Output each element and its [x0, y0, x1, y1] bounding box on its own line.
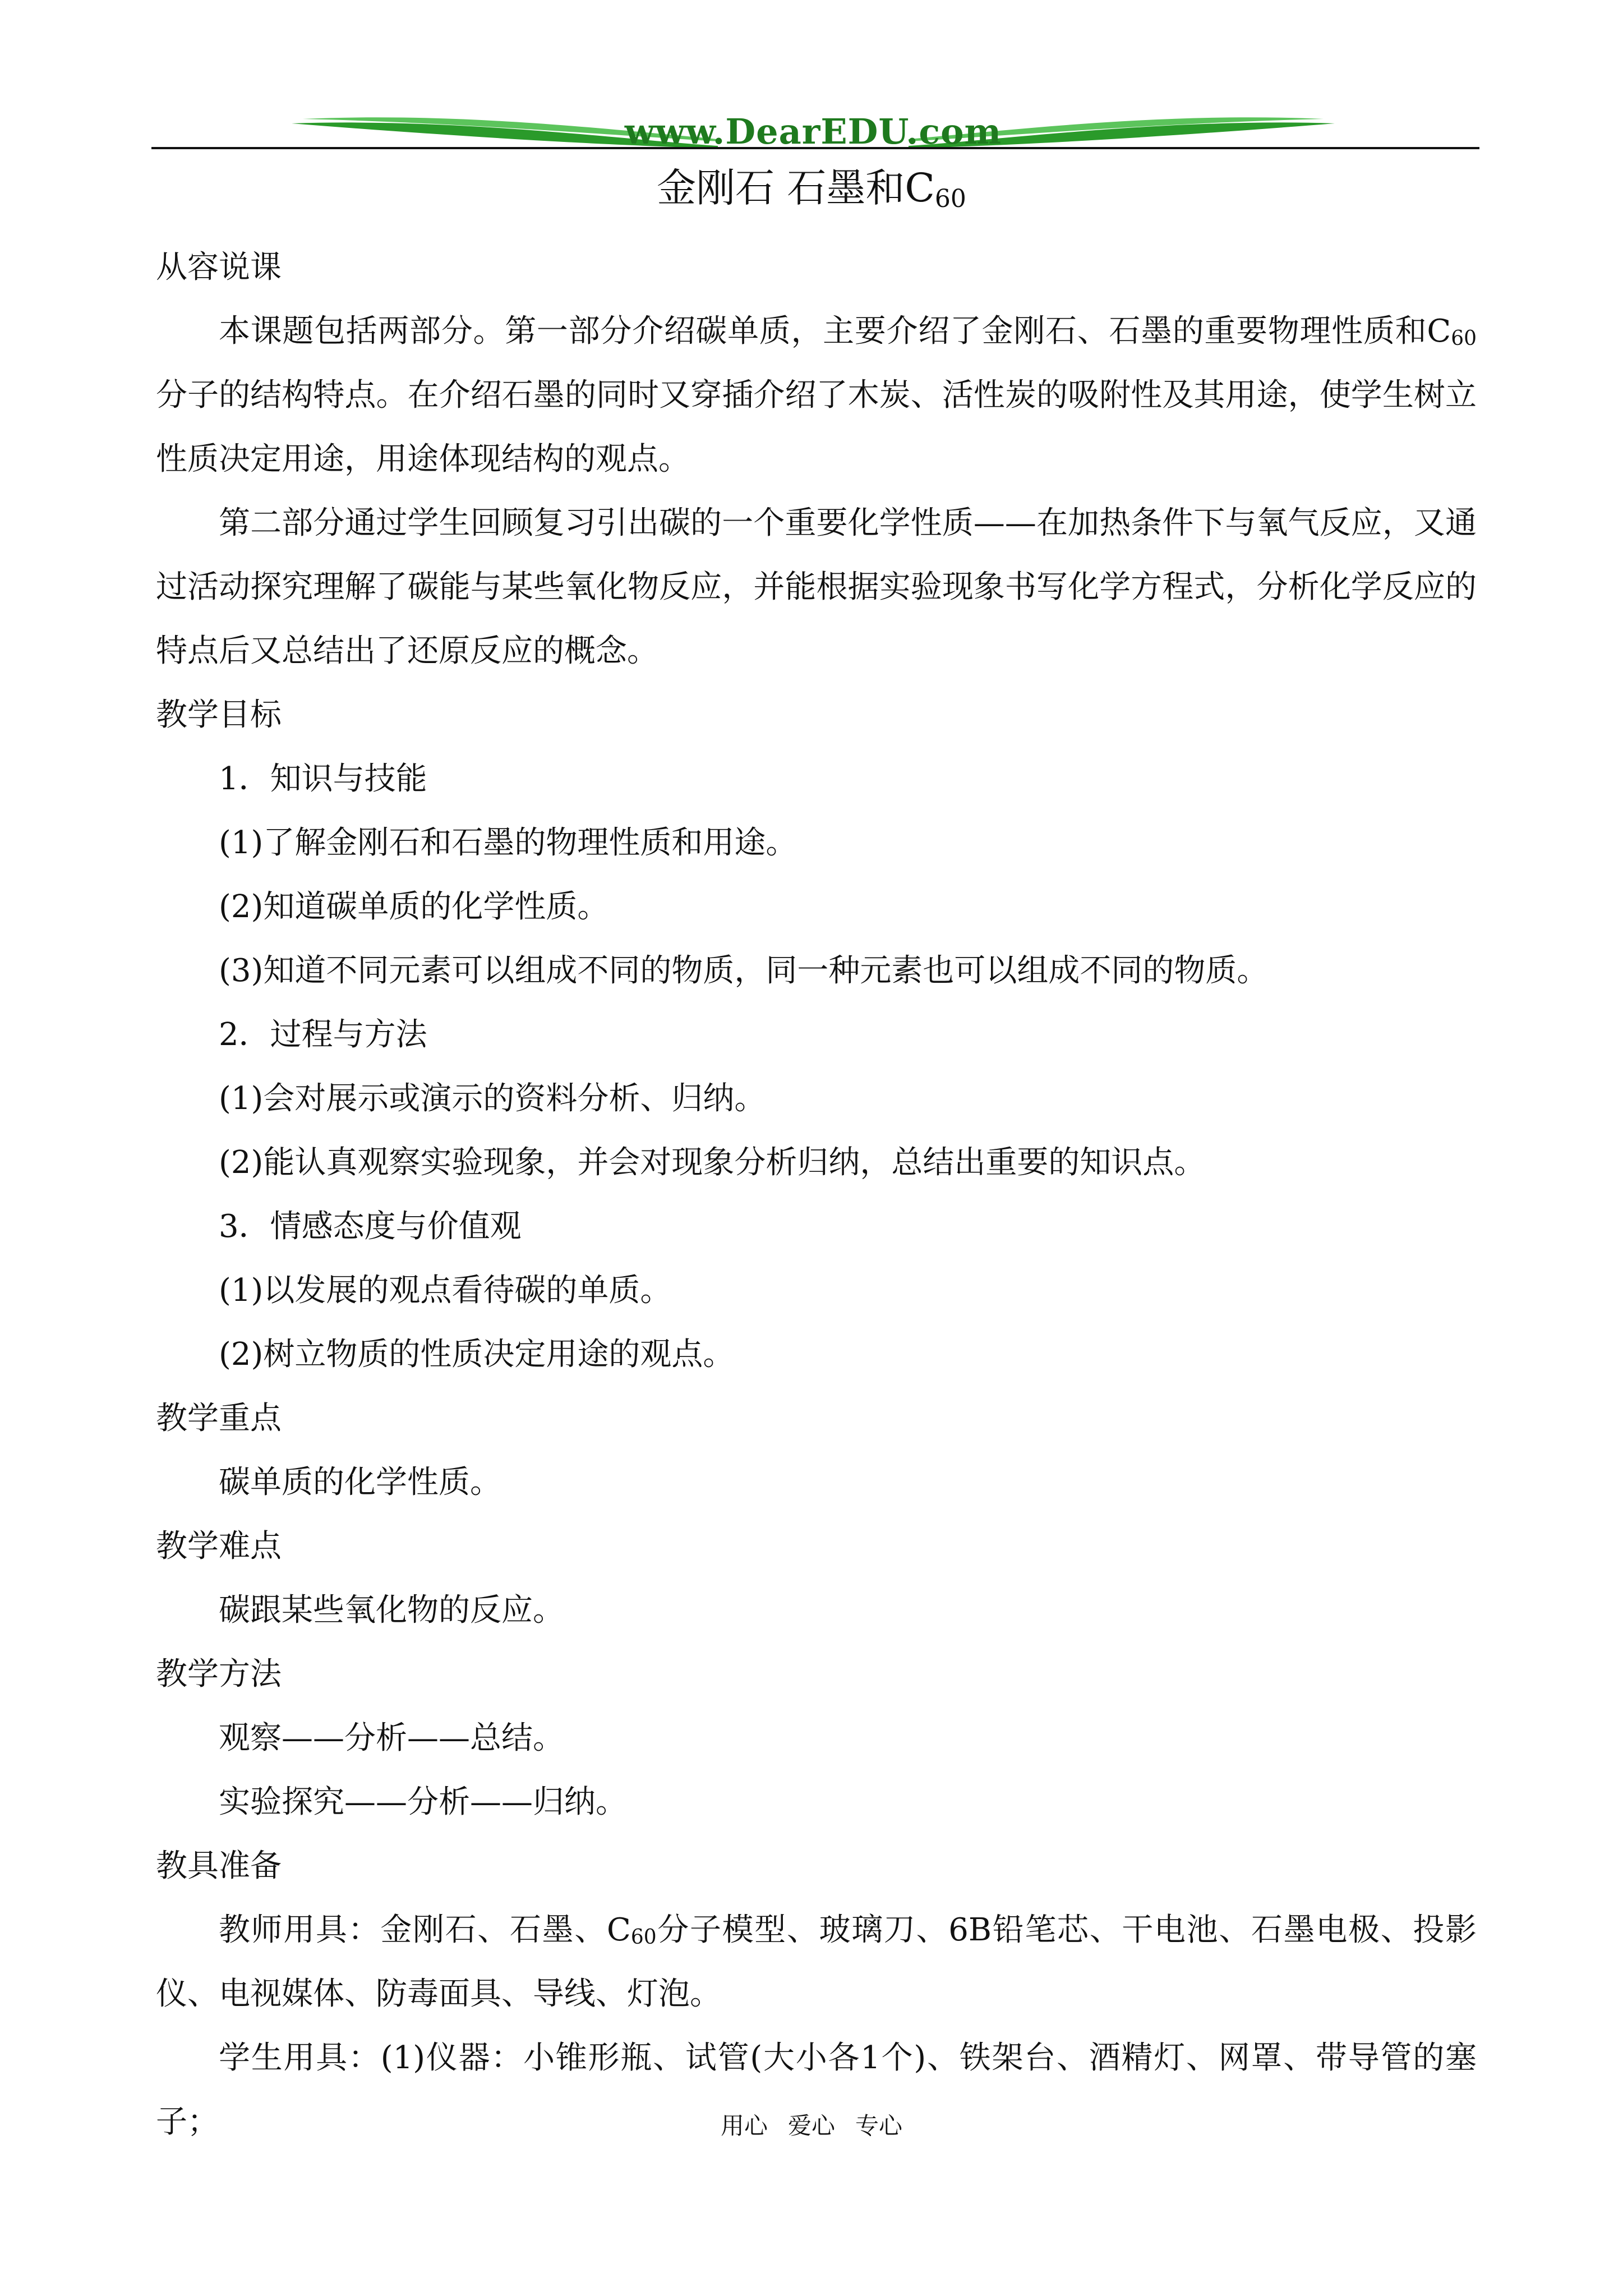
list-item: (2)知道碳单质的化学性质。 — [219, 889, 609, 925]
paragraph-text: 分子的结构特点。在介绍石墨的同时又穿插介绍了木炭、活性炭的吸附性及其用途，使学生树立性质决定用途，用途体现结构的观点。 — [156, 377, 1477, 477]
title-subscript: 60 — [934, 185, 966, 213]
list-item: (3)知道不同元素可以组成不同的物质，同一种元素也可以组成不同的物质。 — [219, 953, 1269, 989]
paragraph: 碳单质的化学性质。 — [219, 1464, 501, 1501]
subscript: 60 — [630, 1926, 657, 1949]
list-item: (1)了解金刚石和石墨的物理性质和用途。 — [219, 825, 797, 861]
section-heading: 教学重点 — [156, 1400, 282, 1437]
list-item: 1．知识与技能 — [219, 761, 427, 797]
paragraph-text: 分子模型、玻璃刀、6B铅笔芯、干电池、石墨电极、投影仪、电视媒体、防毒面具、导线、灯泡。 — [156, 1912, 1477, 2012]
section-heading: 教学目标 — [156, 697, 282, 733]
paragraph: 实验探究——分析——归纳。 — [219, 1784, 627, 1820]
list-item: 3．情感态度与价值观 — [219, 1208, 522, 1245]
paragraph: 学生用具：(1)仪器：小锥形瓶、试管(大小各1个)、铁架台、酒精灯、网罩、带导管的塞子； — [156, 2040, 1477, 2140]
header-banner — [292, 107, 1335, 157]
list-item: (1)以发展的观点看待碳的单质。 — [219, 1272, 672, 1309]
footer-word: 用心 — [720, 2112, 768, 2139]
paragraph — [156, 1898, 1477, 2026]
title-main: 金刚石 石墨和C — [657, 165, 935, 211]
page-title — [0, 160, 1623, 216]
section-heading: 教具准备 — [156, 1848, 282, 1884]
header-rule — [151, 147, 1479, 149]
section-heading: 教学方法 — [156, 1656, 282, 1692]
banner-url-text: www.DearEDU.com — [624, 111, 1002, 152]
footer-word: 专心 — [855, 2112, 903, 2139]
page-footer — [0, 2109, 1623, 2143]
list-item: (2)树立物质的性质决定用途的观点。 — [219, 1336, 735, 1373]
document-body — [156, 236, 1477, 2154]
paragraph: 观察——分析——总结。 — [219, 1720, 564, 1756]
section-heading: 从容说课 — [156, 249, 282, 286]
paragraph-text: 本课题包括两部分。第一部分介绍碳单质，主要介绍了金刚石、石墨的重要物理性质和 — [219, 313, 1427, 349]
paragraph: 碳跟某些氧化物的反应。 — [219, 1592, 564, 1628]
list-item: 2．过程与方法 — [219, 1016, 427, 1053]
paragraph-text: C — [1427, 313, 1451, 349]
section-heading: 教学难点 — [156, 1528, 282, 1565]
list-item: (2)能认真观察实验现象，并会对现象分析归纳，总结出重要的知识点。 — [219, 1144, 1206, 1181]
footer-word: 爱心 — [787, 2112, 835, 2139]
subscript: 60 — [1451, 327, 1477, 350]
list-item: (1)会对展示或演示的资料分析、归纳。 — [219, 1080, 766, 1117]
paragraph-text: 教师用具：金刚石、石墨、C — [219, 1912, 631, 1948]
paragraph — [156, 300, 1477, 491]
paragraph: 第二部分通过学生回顾复习引出碳的一个重要化学性质——在加热条件下与氧气反应，又通过活动探究理解了碳能与某些氧化物反应，并能根据实验现象书写化学方程式，分析化学反应的特点后又总结出了还原反应的概念。 — [156, 505, 1477, 669]
